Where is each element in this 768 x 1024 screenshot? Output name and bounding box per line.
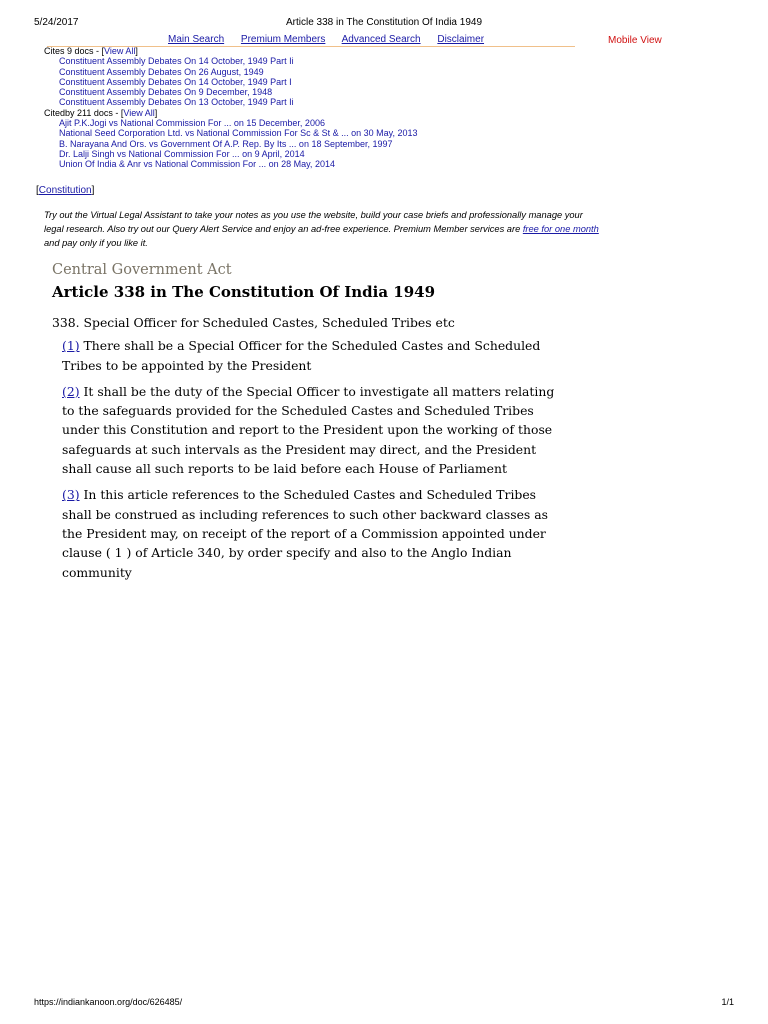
references-panel [44,46,418,170]
cites-item-link[interactable]: Constituent Assembly Debates On 14 October, 1949 Part Ii [59,56,294,67]
print-url: https://indiankanoon.org/doc/626485/ [34,997,183,1007]
mobile-view-link[interactable]: Mobile View [608,35,662,46]
breadcrumb: [Constitution] [36,185,95,196]
print-date: 5/24/2017 [34,17,79,28]
article-clause [62,382,562,478]
article-body [52,313,562,589]
cites-item-link[interactable]: Constituent Assembly Debates On 26 August, 1949 [59,66,264,77]
nav-main-search[interactable]: Main Search [168,34,225,45]
citedby-item-link[interactable]: B. Narayana And Ors. vs Government Of A.P. Rep. By Its ... on 18 September, 1997 [59,138,393,149]
cites-view-all-link[interactable]: View All [104,46,136,56]
cites-header: Cites 9 docs - [View All] [44,46,138,56]
nav-premium-members[interactable]: Premium Members [240,34,326,45]
print-page-number: 1/1 [721,997,734,1007]
promo-text: Try out the Virtual Legal Assistant to take your notes as you use the website, build your case briefs and professionally manage your legal research. Also try out our Query Alert Service and enjoy an ad-free experience. Premium Member services are free for one month and pay only if you like it. [44,210,599,248]
citedby-item[interactable] [44,139,418,149]
free-trial-link[interactable]: free for one month [522,224,599,234]
citedby-view-all-link[interactable]: View All [123,107,155,118]
citedby-item[interactable] [44,118,418,128]
citedby-item[interactable] [44,128,418,138]
clause-text: There shall be a Special Officer for the Scheduled Castes and Scheduled Tribes to be appointed by the President [62,338,541,373]
breadcrumb-constitution-link[interactable]: Constitution [38,185,92,196]
clause-number-link[interactable]: (1) [62,338,80,354]
clause-number-link[interactable]: (3) [62,487,80,503]
act-type: Central Government Act [52,262,232,278]
cites-item-link[interactable]: Constituent Assembly Debates On 14 October, 1949 Part I [59,76,292,87]
nav-advanced-search[interactable]: Advanced Search [341,34,421,45]
clause-text: In this article references to the Scheduled Castes and Scheduled Tribes shall be construed as including references to such other backward classes as the President may, on receipt of the report of a Commission appointed under clause ( 1 ) of Article 340, by order specify and also to the Anglo Indian community [62,487,548,580]
cites-item[interactable] [44,56,418,66]
print-title: Article 338 in The Constitution Of India 1949 [285,17,483,28]
citedby-item-link[interactable]: Ajit P.K.Jogi vs National Commission For ... on 15 December, 2006 [59,118,325,129]
cites-item[interactable] [44,67,418,77]
cites-item-link[interactable]: Constituent Assembly Debates On 13 October, 1949 Part Ii [59,97,294,108]
article-clause [62,336,562,375]
citedby-item-link[interactable]: National Seed Corporation Ltd. vs National Commission For Sc & St & ... on 30 May, 2013 [59,128,418,139]
cites-item-link[interactable]: Constituent Assembly Debates On 9 December, 1948 [59,87,273,98]
citedby-header: Citedby 211 docs - [View All] [44,107,158,118]
clause-text: It shall be the duty of the Special Officer to investigate all matters relating to the safeguards provided for the Scheduled Castes and Scheduled Tribes under this Constitution and report to the President upon the working of those safeguards at such intervals as the President may direct, and the President shall cause all such reports to be laid before each House of Parliament [62,383,555,477]
nav-disclaimer[interactable]: Disclaimer [437,34,485,45]
article-clause [62,485,562,581]
citedby-item[interactable] [44,149,418,159]
document-title: Article 338 in The Constitution Of India 1949 [52,283,436,301]
top-nav [168,34,498,45]
cites-item[interactable] [44,97,418,107]
cites-item[interactable] [44,87,418,97]
article-heading: 338. Special Officer for Scheduled Castes, Scheduled Tribes etc [52,315,455,330]
citedby-item[interactable] [44,159,418,169]
citedby-item-link[interactable]: Dr. Lalji Singh vs National Commission For ... on 9 April, 2014 [59,148,305,159]
citedby-item-link[interactable]: Union Of India & Anr vs National Commission For ... on 28 May, 2014 [59,159,335,170]
cites-item[interactable] [44,77,418,87]
clause-number-link[interactable]: (2) [62,383,80,399]
